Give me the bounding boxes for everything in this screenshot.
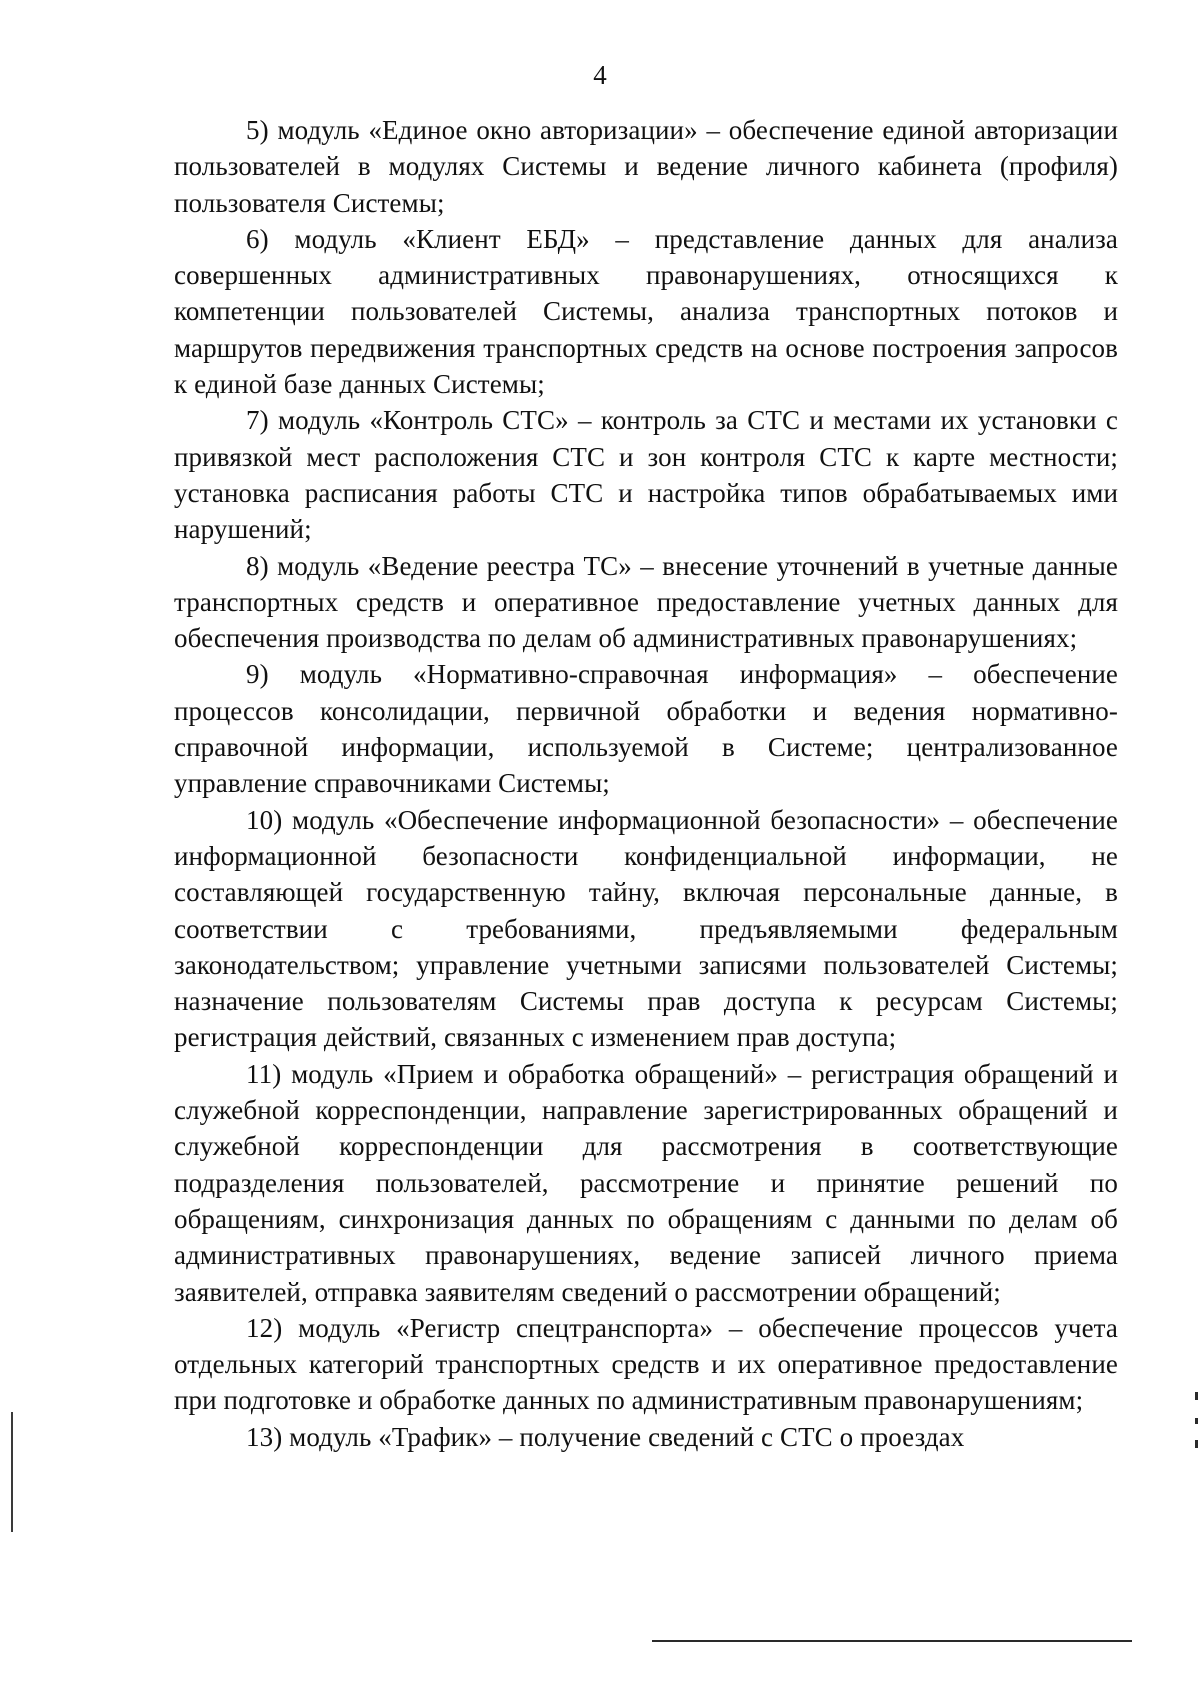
list-item-8: 8) модуль «Ведение реестра ТС» – внесение уточнений в учетные данные транспортных средств и оперативное предоставление учетных данных для обеспечения производства по делам об административных правонарушениях; (174, 550, 1118, 654)
list-item-9: 9) модуль «Нормативно-справочная информация» – обеспечение процессов консолидации, первичной обработки и ведения нормативно-справочной информации, используемой в Системе; централизованное управление справочниками Системы; (174, 659, 1118, 799)
scan-edge-mark (1195, 1392, 1198, 1400)
scan-edge-mark (1195, 1418, 1198, 1424)
list-item-12: 12) модуль «Регистр спецтранспорта» – обеспечение процессов учета отдельных категорий транспортных средств и их оперативное предоставление при подготовке и обработке данных по административным правонарушениям; (174, 1312, 1118, 1416)
document-body (174, 112, 1118, 1455)
list-item-11: 11) модуль «Прием и обработка обращений» – регистрация обращений и служебной корреспонденции, направление зарегистрированных обращений и служебной корреспонденции для рассмотрения в соответствующие подразделения пользователей, рассмотрение и принятие решений по обращениям, синхронизация данных по обращениям с данными по делам об административных правонарушениях, ведение записей личного приема заявителей, отправка заявителям сведений о рассмотрении обращений; (174, 1058, 1118, 1307)
list-item-5: 5) модуль «Единое окно авторизации» – обеспечение единой авторизации пользователей в модулях Системы и ведение личного кабинета (профиля) пользователя Системы; (174, 115, 1118, 218)
list-item-13: 13) модуль «Трафик» – получение сведений с СТС о проездах (246, 1421, 965, 1452)
scan-edge-mark (1195, 1440, 1198, 1448)
list-item-10: 10) модуль «Обеспечение информационной безопасности» – обеспечение информационной безопасности конфиденциальной информации, не составляющей государственную тайну, включая персональные данные, в соответствии с требованиями, предъявляемыми федеральным законодательством; управление учетными записями пользователей Системы; назначение пользователям Системы прав доступа к ресурсам Системы; регистрация действий, связанных с изменением прав доступа; (174, 804, 1118, 1053)
list-item-7: 7) модуль «Контроль СТС» – контроль за СТС и местами их установки с привязкой мест расположения СТС и зон контроля СТС к карте местности; установка расписания работы СТС и настройка типов обрабатываемых ими нарушений; (174, 405, 1118, 545)
scan-edge-line (11, 1412, 13, 1532)
list-item-6: 6) модуль «Клиент ЕБД» – представление данных для анализа совершенных административных правонарушениях, относящихся к компетенции пользователей Системы, анализа транспортных потоков и маршрутов передвижения транспортных средств на основе построения запросов к единой базе данных Системы; (174, 223, 1118, 400)
page-number: 4 (593, 60, 607, 90)
bottom-rule (652, 1640, 1132, 1642)
